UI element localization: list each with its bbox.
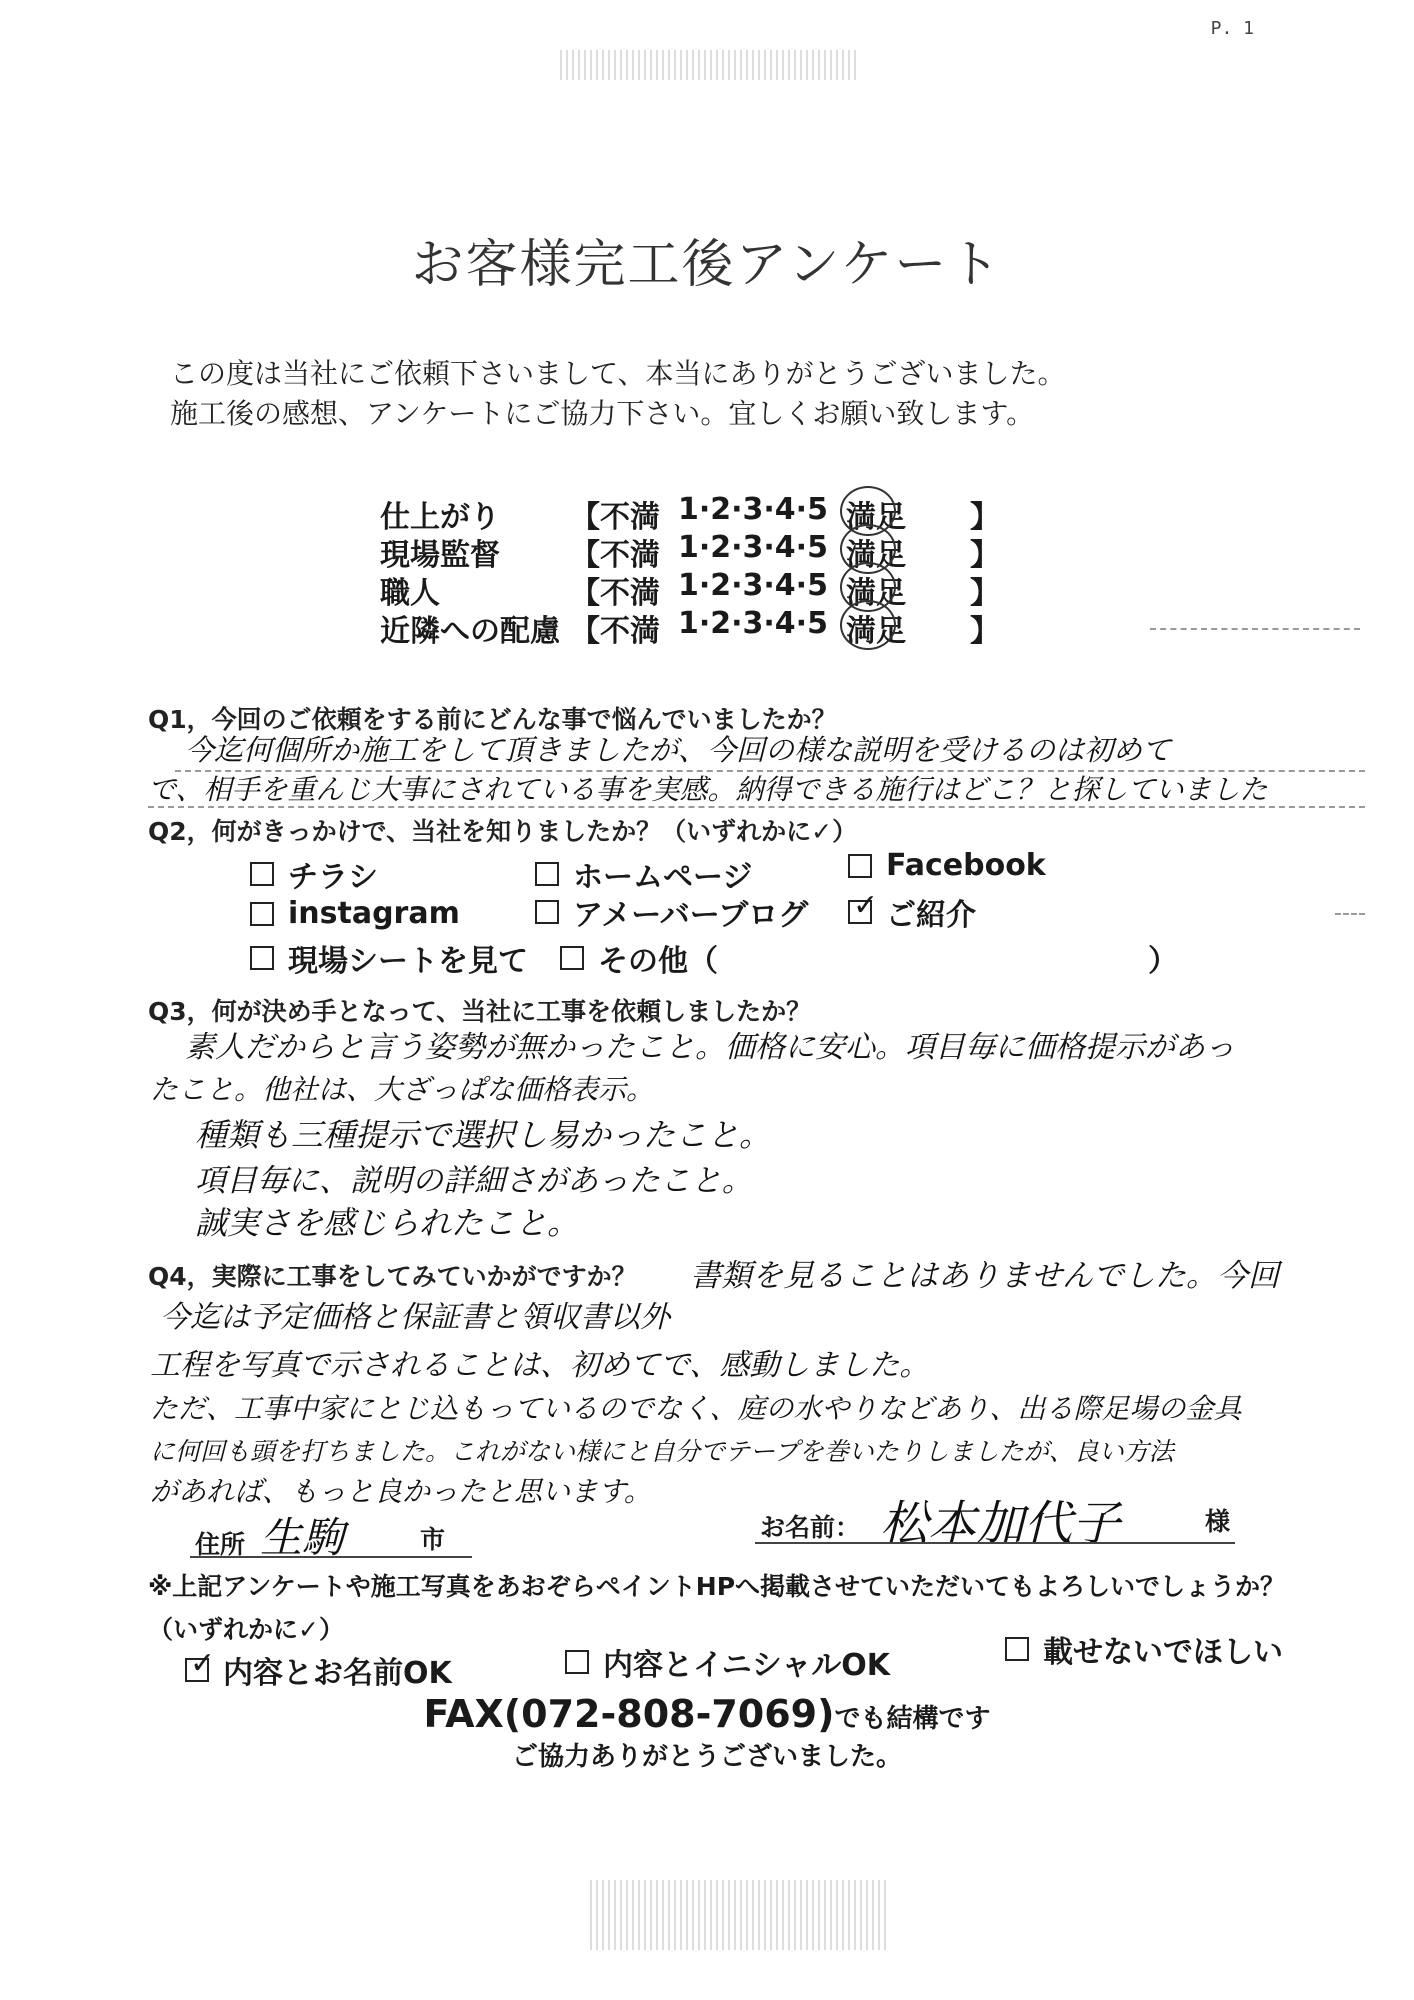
rating-scale: 1·2·3·4·5 xyxy=(678,492,828,527)
scan-noise-bottom xyxy=(590,1880,890,1950)
address-underline xyxy=(190,1556,472,1558)
bracket-close: 】 xyxy=(970,576,1000,611)
checkbox-checked[interactable] xyxy=(185,1646,216,1682)
q4-answer-line-1: 書類を見ることはありませんでした。今回 xyxy=(690,1258,1279,1294)
rating-category: 職人 xyxy=(380,576,440,611)
option-label: 内容とイニシャルOK xyxy=(603,1648,890,1683)
name-label: お名前： xyxy=(760,1513,861,1542)
rating-category: 現場監督 xyxy=(380,538,500,573)
closing-thanks: ご協力ありがとうございました。 xyxy=(511,1742,902,1772)
option-label: ご紹介 xyxy=(886,898,976,933)
q3-answer-line-5: 誠実さを感じられたこと。 xyxy=(195,1204,580,1242)
q4-answer-line-4: ただ、工事中家にとじ込もっているのでなく、庭の水やりなどあり、出る際足場の金具 xyxy=(150,1392,1242,1425)
q3-answer-line-4: 項目毎に、説明の詳細さがあったこと。 xyxy=(195,1163,753,1199)
rating-high-label[interactable]: 満足 xyxy=(845,614,906,649)
option-label: instagram xyxy=(288,896,460,931)
answer-line-dashed xyxy=(148,806,1365,808)
check-mark-icon: ✓ xyxy=(190,1646,216,1681)
selected-circle xyxy=(840,600,896,650)
bracket-open: 【 xyxy=(570,538,600,573)
rating-low-label: 不満 xyxy=(600,538,660,573)
option-label: 現場シートを見て xyxy=(288,944,528,979)
rating-scale: 1·2·3·4·5 xyxy=(678,530,828,565)
rating-high-label[interactable]: 満足 xyxy=(845,538,906,573)
option-label: ホームページ xyxy=(573,860,753,895)
checkbox[interactable] xyxy=(565,1650,589,1674)
bracket-open: 【 xyxy=(570,500,600,535)
permission-option-initials[interactable] xyxy=(565,1640,890,1684)
checkbox-checked[interactable] xyxy=(848,888,879,924)
rating-scale: 1·2·3·4·5 xyxy=(678,606,828,641)
checkbox[interactable] xyxy=(535,900,559,924)
rating-high-label[interactable]: 満足 xyxy=(845,500,906,535)
option-ameblo[interactable] xyxy=(535,890,808,934)
bracket-close: 】 xyxy=(970,500,1000,535)
page-number: P. 1 xyxy=(1210,18,1254,39)
other-close-paren: ） xyxy=(1148,944,1178,979)
intro-line-2: 施工後の感想、アンケートにご協力下さい。宜しくお願い致します。 xyxy=(170,397,1035,430)
address-value[interactable]: 生駒 xyxy=(260,1513,345,1562)
rating-row-neighbors xyxy=(380,606,1000,649)
name-value[interactable]: 松本加代子 xyxy=(880,1496,1121,1552)
address-label: 住所 xyxy=(195,1530,246,1559)
q4-question: Q4，実際に工事をしてみていかがですか？ xyxy=(148,1262,637,1291)
q3-answer-line-1: 素人だからと言う姿勢が無かったこと。価格に安心。項目毎に価格提示があっ xyxy=(185,1030,1235,1065)
rating-category: 仕上がり xyxy=(380,500,500,535)
option-flyer[interactable] xyxy=(250,852,378,896)
intro-line-1: この度は当社にご依頼下さいまして、本当にありがとうございました。 xyxy=(170,357,1066,390)
option-facebook[interactable] xyxy=(848,848,1046,883)
rating-scale: 1·2·3·4·5 xyxy=(678,568,828,603)
option-referral[interactable] xyxy=(848,890,976,934)
fax-number: FAX(072-808-7069) xyxy=(423,1692,835,1736)
permission-option-none[interactable] xyxy=(1005,1627,1283,1671)
bracket-close: 】 xyxy=(970,538,1000,573)
city-label: 市 xyxy=(420,1525,446,1554)
rating-row-craftsmen xyxy=(380,568,1000,611)
checkbox[interactable] xyxy=(250,902,274,926)
q4-answer-line-3: 工程を写真で示されることは、初めてで、感動しました。 xyxy=(150,1348,930,1383)
rating-row-finish xyxy=(380,492,1000,535)
q4-answer-line-5: に何回も頭を打ちました。これがない様にと自分でテープを巻いたりしましたが、良い方法 xyxy=(150,1437,1174,1466)
option-label: アメーバーブログ xyxy=(573,898,809,933)
permission-option-full[interactable] xyxy=(185,1648,452,1692)
q4-answer-line-2: 今迄は予定価格と保証書と領収書以外 xyxy=(160,1300,670,1335)
option-site-sheet[interactable] xyxy=(250,936,528,980)
checkbox[interactable] xyxy=(250,862,274,886)
q3-answer-line-3: 種類も三種提示で選択し易かったこと。 xyxy=(195,1116,772,1154)
check-mark-icon: ✓ xyxy=(853,888,879,923)
option-other[interactable] xyxy=(560,936,718,980)
checkbox[interactable] xyxy=(250,946,274,970)
fax-line xyxy=(0,1692,1414,1736)
rating-high-label[interactable]: 満足 xyxy=(845,576,906,611)
checkbox[interactable] xyxy=(535,862,559,886)
checkbox[interactable] xyxy=(560,946,584,970)
scan-noise-top xyxy=(560,50,860,80)
bracket-open: 【 xyxy=(570,576,600,611)
checkbox[interactable] xyxy=(848,854,872,878)
option-label: 内容とお名前OK xyxy=(223,1656,452,1691)
q4-answer-line-6: があれば、もっと良かったと思います。 xyxy=(150,1475,652,1508)
option-instagram[interactable] xyxy=(250,896,460,931)
honorific: 様 xyxy=(1205,1507,1231,1536)
q2-question: Q2，何がきっかけで、当社を知りましたか？（いずれかに✓） xyxy=(148,817,858,846)
bracket-open: 【 xyxy=(570,614,600,649)
checkbox[interactable] xyxy=(1005,1637,1029,1661)
rating-low-label: 不満 xyxy=(600,614,660,649)
divider-dashed xyxy=(1150,628,1360,630)
permission-question: ※上記アンケートや施工写真をあおぞらペイントHPへ掲載させていただいてもよろしいでしょうか？ xyxy=(148,1572,1286,1601)
q1-answer-line-1: 今迄何個所か施工をして頂きましたが、今回の様な説明を受けるのは初めて xyxy=(185,733,1172,767)
q1-answer-line-2: で、相手を重んじ大事にされている事を実感。納得できる施行はどこ？と探していました xyxy=(148,773,1268,806)
option-label: チラシ xyxy=(288,860,378,895)
fax-suffix: でも結構です xyxy=(834,1704,991,1734)
q3-answer-line-2: たこと。他社は、大ざっぱな価格表示。 xyxy=(150,1073,655,1106)
q1-question: Q1，今回のご依頼をする前にどんな事で悩んでいましたか？ xyxy=(148,705,837,734)
option-label: その他（ xyxy=(598,944,718,979)
name-underline xyxy=(755,1542,1235,1544)
permission-instruction: （いずれかに✓） xyxy=(148,1615,344,1644)
option-label: Facebook xyxy=(886,848,1046,883)
rating-low-label: 不満 xyxy=(600,576,660,611)
rating-low-label: 不満 xyxy=(600,500,660,535)
bracket-close: 】 xyxy=(970,614,1000,649)
rating-row-supervisor xyxy=(380,530,1000,573)
rating-category: 近隣への配慮 xyxy=(380,614,560,649)
option-label: 載せないでほしい xyxy=(1043,1635,1283,1670)
q3-question: Q3，何が決め手となって、当社に工事を依頼しましたか？ xyxy=(148,997,812,1026)
page-title: お客様完工後アンケート xyxy=(411,235,1003,295)
divider-dashed xyxy=(1335,913,1365,915)
